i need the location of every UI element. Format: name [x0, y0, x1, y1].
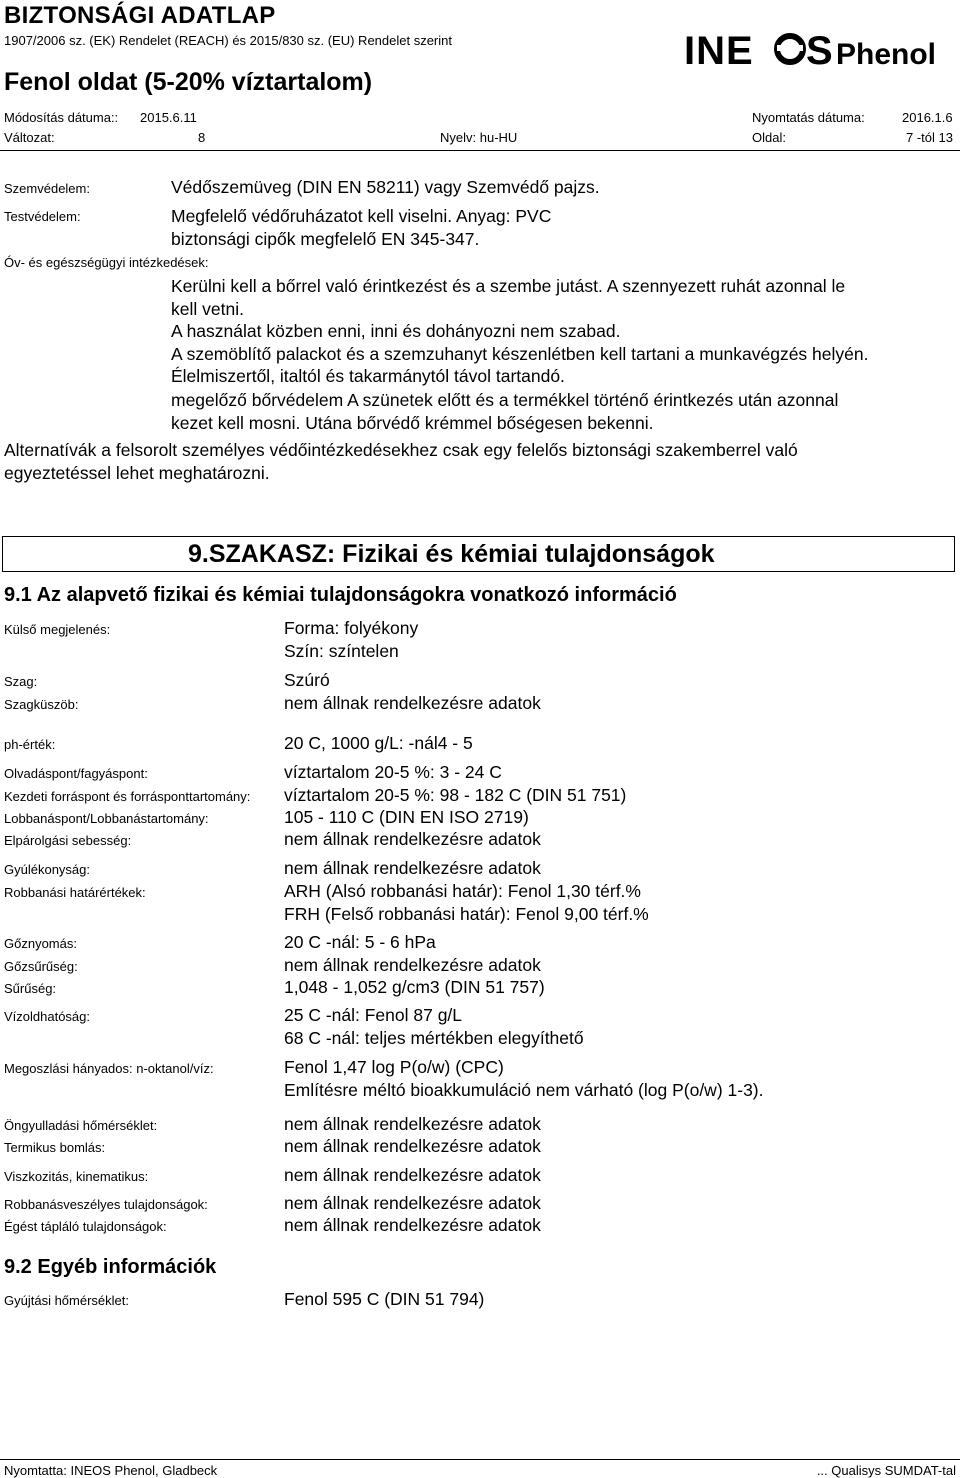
- property-label: Robbanási határértékek:: [4, 885, 146, 900]
- property-label: Megoszlási hányados: n-oktanol/víz:: [4, 1061, 214, 1076]
- property-value: nem állnak rendelkezésre adatok: [284, 858, 541, 878]
- document-title: BIZTONSÁGI ADATLAP: [4, 2, 276, 29]
- hygiene-line: kell vetni.: [171, 299, 244, 319]
- property-label: Szagküszöb:: [4, 697, 79, 712]
- hygiene-line: kezet kell mosni. Utána bőrvédő krémmel bőségesen bekenni.: [171, 413, 654, 433]
- property-value: 105 - 110 C (DIN EN ISO 2719): [284, 807, 529, 827]
- property-value: nem állnak rendelkezésre adatok: [284, 1165, 541, 1185]
- property-value: nem állnak rendelkezésre adatok: [284, 1114, 541, 1134]
- page-number: 7 -tól 13: [906, 130, 953, 145]
- svg-text:INE: INE: [684, 29, 754, 72]
- language-label: Nyelv: hu-HU: [440, 130, 518, 145]
- modified-date: 2015.6.11: [140, 110, 197, 125]
- property-label: Viszkozitás, kinematikus:: [4, 1169, 149, 1184]
- property-value: FRH (Felső robbanási határ): Fenol 9,00 térf.%: [284, 903, 649, 924]
- version-value: 8: [198, 130, 206, 145]
- regulation-line: 1907/2006 sz. (EK) Rendelet (REACH) és 2015/830 sz. (EU) Rendelet szerint: [4, 33, 452, 48]
- property-value: víztartalom 20-5 %: 98 - 182 C (DIN 51 751): [284, 785, 627, 805]
- property-label: Gyújtási hőmérséklet:: [4, 1293, 129, 1308]
- property-label: Lobbanáspont/Lobbanástartomány:: [4, 811, 209, 826]
- property-value: Említésre méltó bioakkumuláció nem várható (log P(o/w) 1-3).: [284, 1079, 764, 1100]
- hygiene-line: A szemöblítő palackot és a szemzuhanyt készenlétben kell tartani a munkavégzés helyén.: [171, 344, 869, 364]
- footer-right: ... Qualisys SUMDAT-tal: [816, 1463, 956, 1478]
- modified-label: Módosítás dátuma::: [4, 110, 119, 125]
- property-value: nem állnak rendelkezésre adatok: [284, 1193, 541, 1213]
- property-label: Égést tápláló tulajdonságok:: [4, 1219, 167, 1234]
- svg-text:S: S: [806, 29, 833, 72]
- subsection-heading: 9.1 Az alapvető fizikai és kémiai tulajdonságokra vonatkozó információ: [4, 584, 677, 606]
- property-label: Olvadáspont/fagyáspont:: [4, 766, 148, 781]
- version-label: Változat:: [4, 130, 55, 145]
- property-label: Gyúlékonyság:: [4, 862, 90, 877]
- eye-protection-value: Védőszemüveg (DIN EN 58211) vagy Szemvédő pajzs.: [171, 177, 600, 197]
- property-label: Sűrűség:: [4, 981, 57, 996]
- footer-left: Nyomtatta: INEOS Phenol, Gladbeck: [4, 1463, 218, 1478]
- body-protection-value: biztonsági cipők megfelelő EN 345-347.: [171, 229, 480, 249]
- eye-protection-label: Szemvédelem:: [4, 181, 90, 196]
- property-value: nem állnak rendelkezésre adatok: [284, 1136, 541, 1156]
- hygiene-label: Óv- és egészségügyi intézkedések:: [4, 255, 209, 270]
- page-label: Oldal:: [752, 130, 786, 145]
- body-protection-label: Testvédelem:: [4, 209, 81, 224]
- property-label: Gőzsűrűség:: [4, 959, 78, 974]
- property-value: nem állnak rendelkezésre adatok: [284, 955, 541, 975]
- property-label: Elpárolgási sebesség:: [4, 833, 132, 848]
- property-value: nem állnak rendelkezésre adatok: [284, 1215, 541, 1235]
- property-label: Termikus bomlás:: [4, 1140, 106, 1155]
- alternatives-text: Alternatívák a felsorolt személyes védőintézkedésekhez csak egy felelős biztonsági szakemberrel való: [4, 440, 798, 460]
- ineos-phenol-logo: [684, 28, 956, 72]
- print-date: 2016.1.6: [902, 110, 953, 125]
- property-value: 25 C -nál: Fenol 87 g/L: [284, 1005, 463, 1025]
- property-label: Robbanásveszélyes tulajdonságok:: [4, 1197, 208, 1212]
- svg-text:Phenol: Phenol: [836, 38, 937, 71]
- section-title: 9.SZAKASZ: Fizikai és kémiai tulajdonságok: [188, 540, 715, 568]
- hygiene-line: A használat közben enni, inni és dohányozni nem szabad.: [171, 321, 621, 341]
- property-label: Kezdeti forráspont és forrásponttartomány:: [4, 789, 251, 804]
- property-value: 1,048 - 1,052 g/cm3 (DIN 51 757): [284, 977, 545, 997]
- property-value: Szúró: [284, 670, 330, 690]
- property-label: Külső megjelenés:: [4, 622, 111, 637]
- property-value: Szín: színtelen: [284, 640, 399, 661]
- hygiene-line: Élelmiszertől, italtól és takarmánytól távol tartandó.: [171, 366, 565, 386]
- hygiene-line: megelőző bőrvédelem A szünetek előtt és a termékkel történő érintkezés után azonnal: [171, 390, 839, 410]
- subsection-heading: 9.2 Egyéb információk: [4, 1256, 217, 1278]
- property-value: ARH (Alsó robbanási határ): Fenol 1,30 térf.%: [284, 881, 641, 901]
- hygiene-line: Kerülni kell a bőrrel való érintkezést és a szembe jutást. A szennyezett ruhát azonnal le: [171, 276, 846, 296]
- alternatives-text: egyeztetéssel lehet meghatározni.: [4, 463, 270, 483]
- property-label: Gőznyomás:: [4, 936, 77, 951]
- property-label: ph-érték:: [4, 737, 56, 752]
- body-protection-value: Megfelelő védőruházatot kell viselni. Anyag: PVC: [171, 206, 552, 226]
- property-value: Fenol 1,47 log P(o/w) (CPC): [284, 1057, 504, 1077]
- property-label: Szag:: [4, 674, 38, 689]
- property-value: Fenol 595 C (DIN 51 794): [284, 1289, 485, 1309]
- property-label: Öngyulladási hőmérséklet:: [4, 1118, 158, 1133]
- property-value: nem állnak rendelkezésre adatok: [284, 693, 541, 713]
- property-value: nem állnak rendelkezésre adatok: [284, 829, 541, 849]
- product-name: Fenol oldat (5-20% víztartalom): [4, 68, 373, 96]
- footer-divider: [0, 1459, 960, 1460]
- property-label: Vízoldhatóság:: [4, 1009, 91, 1024]
- property-value: 20 C, 1000 g/L: -nál4 - 5: [284, 733, 473, 753]
- property-value: 68 C -nál: teljes mértékben elegyíthető: [284, 1027, 584, 1048]
- property-value: víztartalom 20-5 %: 3 - 24 C: [284, 762, 502, 782]
- property-value: 20 C -nál: 5 - 6 hPa: [284, 932, 436, 952]
- print-date-label: Nyomtatás dátuma:: [752, 110, 865, 125]
- property-value: Forma: folyékony: [284, 618, 419, 638]
- header-divider: [0, 150, 960, 151]
